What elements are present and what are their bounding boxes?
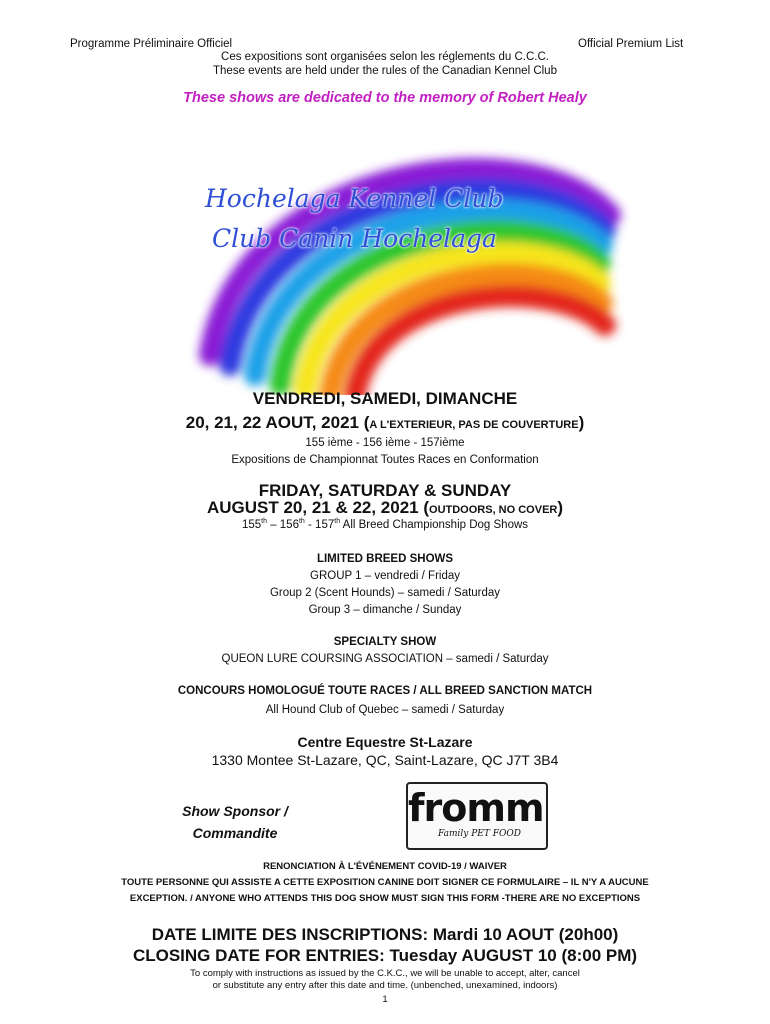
club-name-en: Hochelaga Kennel Club	[205, 184, 504, 213]
en-sup-2: th	[298, 518, 305, 525]
specialty-line: QUEON LURE COURSING ASSOCIATION – samedi / Saturday	[221, 653, 549, 665]
page-number: 1	[382, 994, 388, 1005]
fr-dates	[0, 413, 770, 433]
deadline-fr: DATE LIMITE DES INSCRIPTIONS: Mardi 10 AOUT (20h00)	[151, 925, 619, 944]
en-desc	[0, 518, 770, 531]
header-line-en: These events are held under the rules of the Canadian Kennel Club	[213, 65, 557, 77]
dedication: These shows are dedicated to the memory of Robert Healy	[183, 90, 587, 106]
fr-dates-close: )	[578, 413, 585, 432]
fr-numbers: 155 ième - 156 ième - 157ième	[305, 437, 465, 449]
logo-sub: Family PET FOOD	[438, 829, 521, 839]
en-dates-close: )	[557, 498, 564, 517]
limited-title: LIMITED BREED SHOWS	[316, 553, 454, 565]
en-num-155: 155	[241, 518, 262, 531]
sponsor-label	[160, 800, 310, 844]
venue-address: 1330 Montee St-Lazare, QC, Saint-Lazare, QC J7T 3B4	[211, 752, 559, 768]
en-days: FRIDAY, SATURDAY & SUNDAY	[258, 481, 512, 500]
fromm-logo	[406, 782, 548, 850]
fr-dates-main: 20, 21, 22 AOUT, 2021 (	[185, 413, 370, 432]
club-name-fr: Club Canin Hochelaga	[212, 224, 497, 253]
fr-dates-note: A L'EXTERIEUR, PAS DE COUVERTURE	[369, 419, 579, 431]
waiver-title: RENONCIATION À L'ÉVÉNEMENT COVID-19 / WAIVER	[263, 861, 507, 872]
en-num-156: – 156	[267, 518, 299, 531]
waiver-line-2: EXCEPTION. / ANYONE WHO ATTENDS THIS DOG SHOW MUST SIGN THIS FORM -THERE ARE NO EXCEPTIONS	[129, 893, 641, 904]
header-line-fr: Ces expositions sont organisées selon les réglements du C.C.C.	[221, 51, 549, 63]
en-desc-text: All Breed Championship Dog Shows	[340, 518, 529, 531]
en-dates-note: OUTDOORS, NO COVER	[429, 504, 558, 516]
limited-line-3: Group 3 – dimanche / Sunday	[308, 604, 462, 616]
fr-desc: Expositions de Championnat Toutes Races en Conformation	[231, 454, 539, 466]
header-left: Programme Préliminaire Officiel	[70, 38, 233, 50]
sponsor-line-1: Show Sponsor /	[182, 803, 288, 819]
en-sup-1: th	[261, 518, 267, 525]
en-num-157: - 157	[304, 518, 335, 531]
header-right: Official Premium List	[578, 38, 684, 50]
limited-line-1: GROUP 1 – vendredi / Friday	[310, 570, 460, 582]
waiver-line-1: TOUTE PERSONNE QUI ASSISTE A CETTE EXPOSITION CANINE DOIT SIGNER CE FORMULAIRE – IL N'Y A AUCUNE	[121, 877, 649, 888]
sponsor-line-2: Commandite	[192, 825, 278, 841]
fine-print-2: or substitute any entry after this date and time. (unbenched, unexamined, indoors)	[212, 980, 558, 991]
sanction-title: CONCOURS HOMOLOGUÉ TOUTE RACES / ALL BREED SANCTION MATCH	[177, 685, 593, 697]
fine-print-1: To comply with instructions as issued by the C.K.C., we will be unable to accept, alter, cancel	[190, 968, 580, 979]
sanction-line: All Hound Club of Quebec – samedi / Saturday	[265, 704, 505, 716]
fr-days: VENDREDI, SAMEDI, DIMANCHE	[252, 389, 518, 408]
specialty-title: SPECIALTY SHOW	[333, 636, 437, 648]
venue-name: Centre Equestre St-Lazare	[297, 734, 473, 750]
en-dates	[0, 498, 770, 518]
logo-word: fromm	[408, 786, 544, 830]
en-dates-main: AUGUST 20, 21 & 22, 2021 (	[206, 498, 430, 517]
deadline-en: CLOSING DATE FOR ENTRIES: Tuesday AUGUST 10 (8:00 PM)	[132, 946, 638, 965]
limited-line-2: Group 2 (Scent Hounds) – samedi / Saturday	[269, 587, 501, 599]
en-sup-3: th	[334, 518, 341, 525]
